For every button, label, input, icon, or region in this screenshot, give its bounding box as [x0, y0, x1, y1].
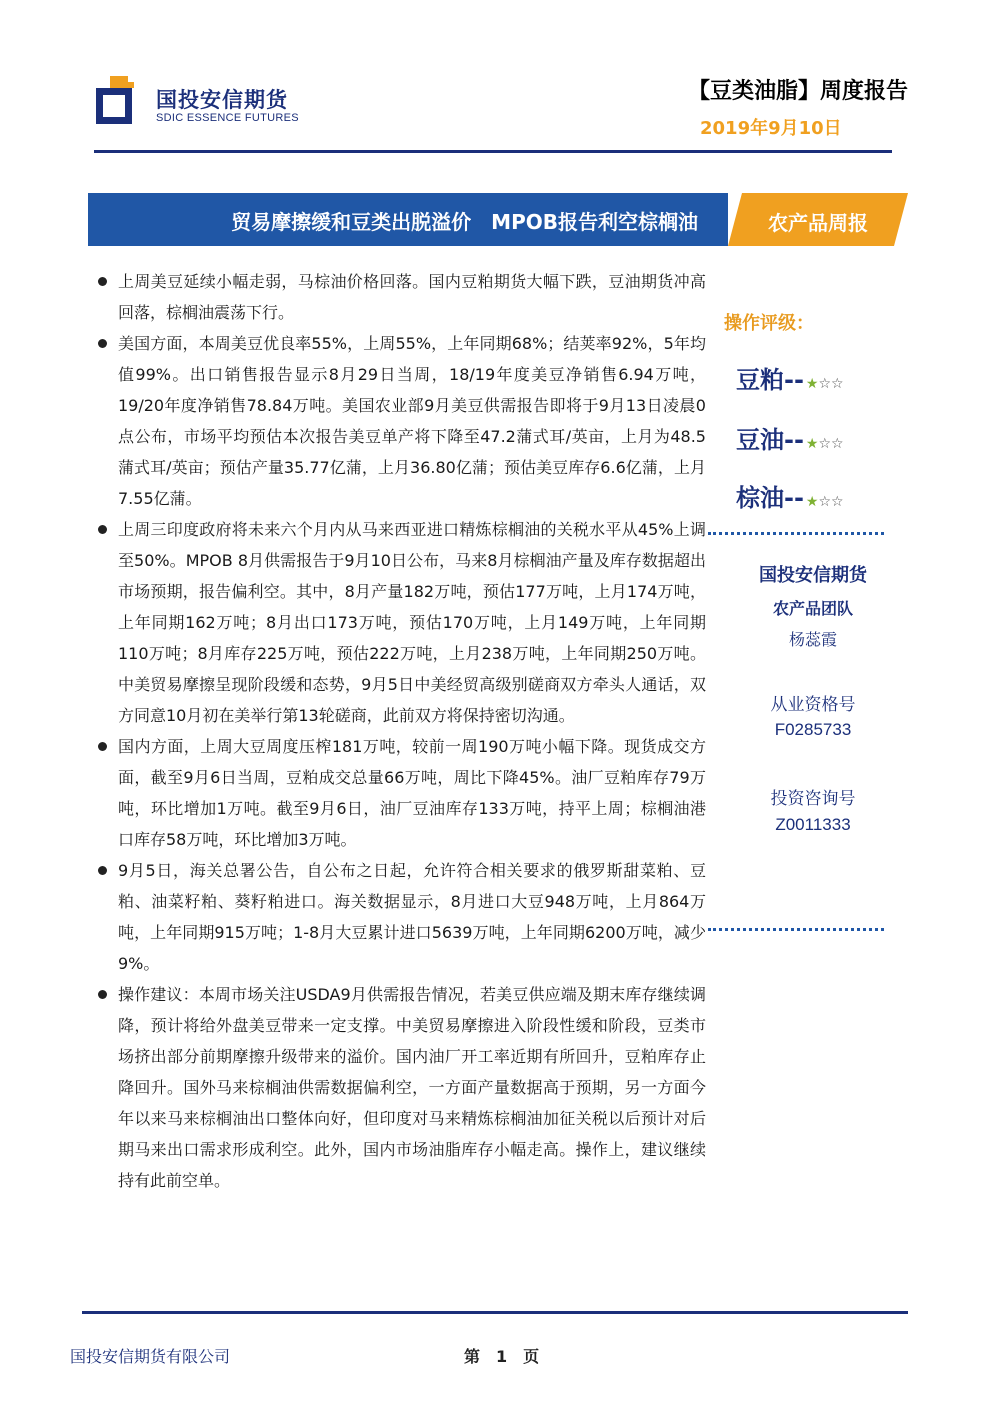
rating-name: 豆粕--	[736, 366, 804, 394]
star-filled-icon: ★	[805, 376, 819, 392]
bullet-item	[96, 514, 706, 731]
page-number: 第 1 页	[464, 1347, 540, 1366]
rating-name: 棕油--	[736, 484, 804, 512]
bullet-item	[96, 855, 706, 979]
rating-name: 豆油--	[736, 426, 804, 454]
bullet-text: 上周三印度政府将未来六个月内从马来西亚进口精炼棕榈油的关税水平从45%上调至50%。MPOB 8月供需报告于9月10日公布，马来8月棕榈油产量及库存数据超出市场预期，报告偏利空。其中，8月产量182万吨，预估177万吨，上月174万吨，上年同期162万吨；8月出口173万吨，预估170万吨，上月149万吨，上年同期110万吨；8月库存225万吨，预估222万吨，上月238万吨，上年同期250万吨。中美贸易摩擦呈现阶段缓和态势，9月5日中美经贸高级别磋商双方牵头人通话，双方同意10月初在美举行第13轮磋商，此前双方将保持密切沟通。	[118, 520, 706, 725]
rating-palmoil	[736, 478, 844, 513]
bullet-dot-icon	[98, 277, 107, 286]
qualification-label: 从业资格号	[770, 695, 856, 715]
logo-company-cn: 国投安信期货	[156, 88, 288, 112]
rating-title: 操作评级：	[724, 313, 814, 334]
summary-bullets	[96, 266, 706, 1196]
sidebar-company: 国投安信期货	[759, 565, 867, 586]
sidebar-divider	[708, 532, 884, 535]
rating-stars	[806, 436, 844, 452]
bullet-text: 上周美豆延续小幅走弱，马棕油价格回落。国内豆粕期货大幅下跌，豆油期货冲高回落，棕榈油震荡下行。	[118, 272, 706, 322]
consulting-number: Z0011333	[775, 815, 851, 834]
rating-stars	[806, 494, 844, 510]
category-tag-label: 农产品周报	[768, 211, 868, 235]
logo-company-en: SDIC ESSENCE FUTURES	[156, 112, 299, 124]
rating-soymeal	[736, 360, 844, 395]
star-empty-icon: ☆☆	[818, 376, 844, 392]
star-empty-icon: ☆☆	[818, 494, 844, 510]
analyst-name: 杨蕊霞	[788, 630, 837, 649]
star-empty-icon: ☆☆	[818, 436, 844, 452]
bullet-item	[96, 979, 706, 1196]
bullet-text: 操作建议：本周市场关注USDA9月供需报告情况，若美豆供应端及期末库存继续调降，预计将给外盘美豆带来一定支撑。中美贸易摩擦进入阶段性缓和阶段，豆类市场挤出部分前期摩擦升级带来的溢价。国内油厂开工率近期有所回升，豆粕库存止降回升。国外马来棕榈油供需数据偏利空，一方面产量数据高于预期，另一方面今年以来马来棕榈油出口整体向好，但印度对马来精炼棕榈油加征关税以后预计对后期马来出口需求形成利空。此外，国内市场油脂库存小幅走高。操作上，建议继续持有此前空单。	[118, 985, 706, 1190]
bullet-item	[96, 731, 706, 855]
bullet-item	[96, 328, 706, 514]
consulting-label: 投资咨询号	[770, 789, 856, 809]
qualification-number: F0285733	[774, 720, 852, 739]
footer-company: 国投安信期货有限公司	[70, 1347, 231, 1366]
bullet-dot-icon	[98, 339, 107, 348]
bullet-dot-icon	[98, 866, 107, 875]
bullet-dot-icon	[98, 525, 107, 534]
star-filled-icon: ★	[805, 494, 819, 510]
report-title: 【豆类油脂】周度报告	[687, 79, 908, 104]
headline-banner	[88, 193, 728, 246]
report-date: 2019年9月10日	[700, 118, 842, 139]
headline-text: 贸易摩擦缓和豆类出脱溢价 MPOB报告利空棕榈油	[231, 210, 698, 234]
sidebar-team: 农产品团队	[772, 599, 853, 618]
rating-soyoil	[736, 420, 844, 455]
logo-mark-icon	[96, 76, 140, 124]
bullet-text: 9月5日，海关总署公告，自公布之日起，允许符合相关要求的俄罗斯甜菜粕、豆粕、油菜籽粕、葵籽粕进口。海关数据显示，8月进口大豆948万吨，上月864万吨，上年同期915万吨；1-8月大豆累计进口5639万吨，上年同期6200万吨，减少9%。	[118, 861, 706, 973]
category-tag	[728, 193, 908, 246]
bullet-dot-icon	[98, 742, 107, 751]
bullet-item	[96, 266, 706, 328]
bullet-text: 美国方面，本周美豆优良率55%，上周55%，上年同期68%；结荚率92%，5年均值99%。出口销售报告显示8月29日当周，18/19年度美豆净销售6.94万吨，19/20年度净销售78.84万吨。美国农业部9月美豆供需报告即将于9月13日凌晨0点公布，市场平均预估本次报告美豆单产将下降至47.2蒲式耳/英亩，上月为48.5蒲式耳/英亩；预估产量35.77亿蒲，上月36.80亿蒲；预估美豆库存6.6亿蒲，上月7.55亿蒲。	[118, 334, 706, 508]
star-filled-icon: ★	[805, 436, 819, 452]
footer-divider	[82, 1311, 908, 1314]
bullet-text: 国内方面，上周大豆周度压榨181万吨，较前一周190万吨小幅下降。现货成交方面，截至9月6日当周，豆粕成交总量66万吨，周比下降45%。油厂豆粕库存79万吨，环比增加1万吨。截至9月6日，油厂豆油库存133万吨，持平上周；棕榈油港口库存58万吨，环比增加3万吨。	[118, 737, 706, 849]
rating-stars	[806, 376, 844, 392]
sidebar-divider	[708, 928, 884, 931]
company-logo	[96, 76, 306, 132]
bullet-dot-icon	[98, 990, 107, 999]
header-divider	[94, 150, 892, 153]
